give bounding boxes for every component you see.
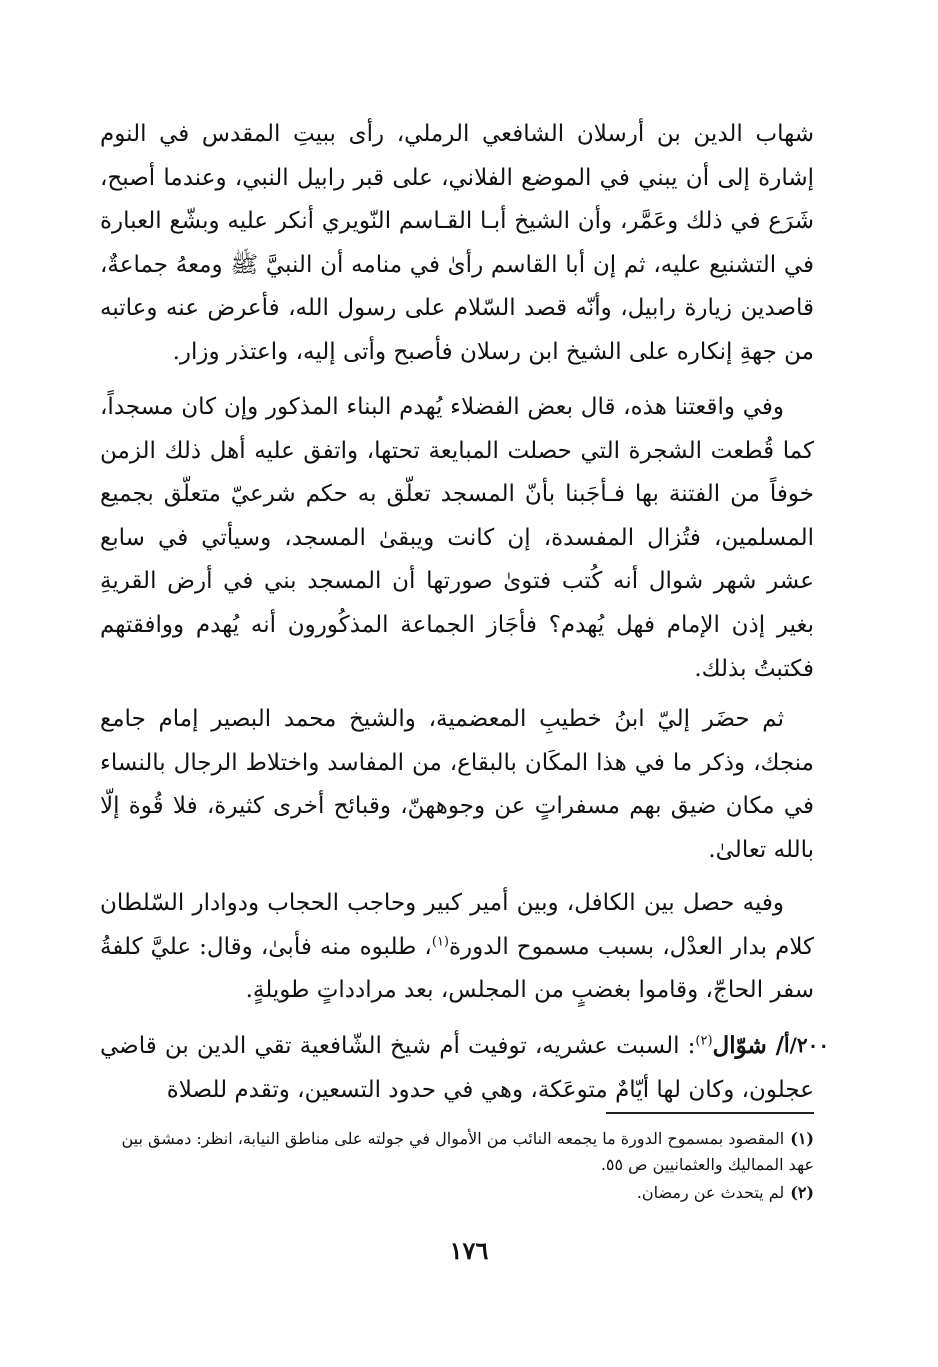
- paragraph-2-text: وفي واقعتنا هذه، قال بعض الفضلاء يُهدم البناء المذكور وإن كان مسجداً، كما قُطعت الشجرة التي حصلت المبايعة تحتها، واتفق عليه أهل ذلك الزمن خوفاً من الفتنة بها فـأجَبنا بأنّ المسجد تعلّق به حكم شرعيّ متعلّق بجميع المسلمين، فتُزال المفسدة، إن كانت ويبقىٰ المسجد، وسيأتي في سابع عشر شهر شوال أنه كُتب فتوىٰ صورتها أن المسجد بني في أرض القريةِ بغير إذن الإمام فهل يُهدم؟ فأجَاز الجماعة المذكُورون أنه يُهدم ووافقتهم فكتبتُ بذلك.: [100, 394, 814, 682]
- paragraph-4-text-b: ، طلبوه منه فأبىٰ، وقال: عليَّ كلفةُ سفر الحاجّ، وقاموا بغضبٍ من المجلس، بعد مرادداتٍ طويلةٍ.: [100, 933, 814, 1004]
- footnotes-list: [100, 1126, 814, 1208]
- paragraph-2: [100, 386, 814, 691]
- paragraph-4-text-a: وفيه حصل بين الكافل، وبين أمير كبير وحاجب الحجاب ودوادار السّلطان كلام بدار العدْل، بسبب مسموح الدورة: [100, 890, 814, 960]
- page-number: ١٧٦: [449, 1236, 489, 1265]
- paragraph-4: [100, 882, 814, 1013]
- paragraph-3-text: ثم حضَر إليّ ابنُ خطيبِ المعضمية، والشيخ محمد البصير إمام جامع منجك، وذكر ما في هذا المكَان بالبقاع، من المفاسد واختلاط الرجال بالنساء في مكان ضيق بهم مسفراتٍ عن وجوههنّ، وقبائح أخرى كثيرة، فلا قُوة إلّا بالله تعالىٰ.: [100, 706, 814, 863]
- footnote-item: [100, 1180, 814, 1206]
- paragraph-3: [100, 698, 814, 872]
- paragraph-5: [100, 1024, 814, 1112]
- paragraph-1: شهاب الدين بن أرسلان الشافعي الرملي، رأى ببيتِ المقدس في النوم إشارة إلى أن يبني في الموضع الفلاني، على قبر رابيل النبي، وعندما أصبح، شَرَع في ذلك وعَمَّر، وأن الشيخ أبـا القـاسم النّويري أنكر عليه وبشّع العبارة في التشنيع عليه، ثم إن أبا القاسم رأىٰ في منامه أن النبيَّ ﷺ ومعهُ جماعةٌ، قاصدين زيارة رابيل، وأنّه قصد السّلام على رسول الله، فأعرض عنه وعاتبه من جهةِ إنكاره على الشيخ ابن رسلان فأصبح وأتى إليه، واعتذر وزار.: [100, 121, 814, 365]
- footnote-item: [100, 1126, 814, 1178]
- footnote-separator: [606, 1112, 814, 1114]
- footnote-text: لم يتحدث عن رمضان.: [636, 1183, 785, 1202]
- month-heading: / شوّال: [712, 1032, 784, 1059]
- footnote-text: المقصود بمسموح الدورة ما يجمعه النائب من الأموال في جولته على مناطق النيابة، انظر: دمشق بين عهد المماليك والعثمانيين ص ٥٥.: [121, 1129, 814, 1174]
- footnote-number: (٢): [790, 1183, 814, 1202]
- footnote-ref-1: (١): [431, 933, 449, 949]
- footnote-number: (١): [790, 1129, 814, 1148]
- footnote-ref-2: (٢): [695, 1033, 713, 1049]
- manuscript-folio-note: ٢٠٠/أ: [784, 1033, 830, 1057]
- paragraph-5-text: : السبت عشريه، توفيت أم شيخ الشّافعية تقي الدين بن قاضي عجلون، وكان لها أيّامٌ متوعَكة، وهي في حدود التسعين، وتقدم للصلاة: [100, 1033, 814, 1103]
